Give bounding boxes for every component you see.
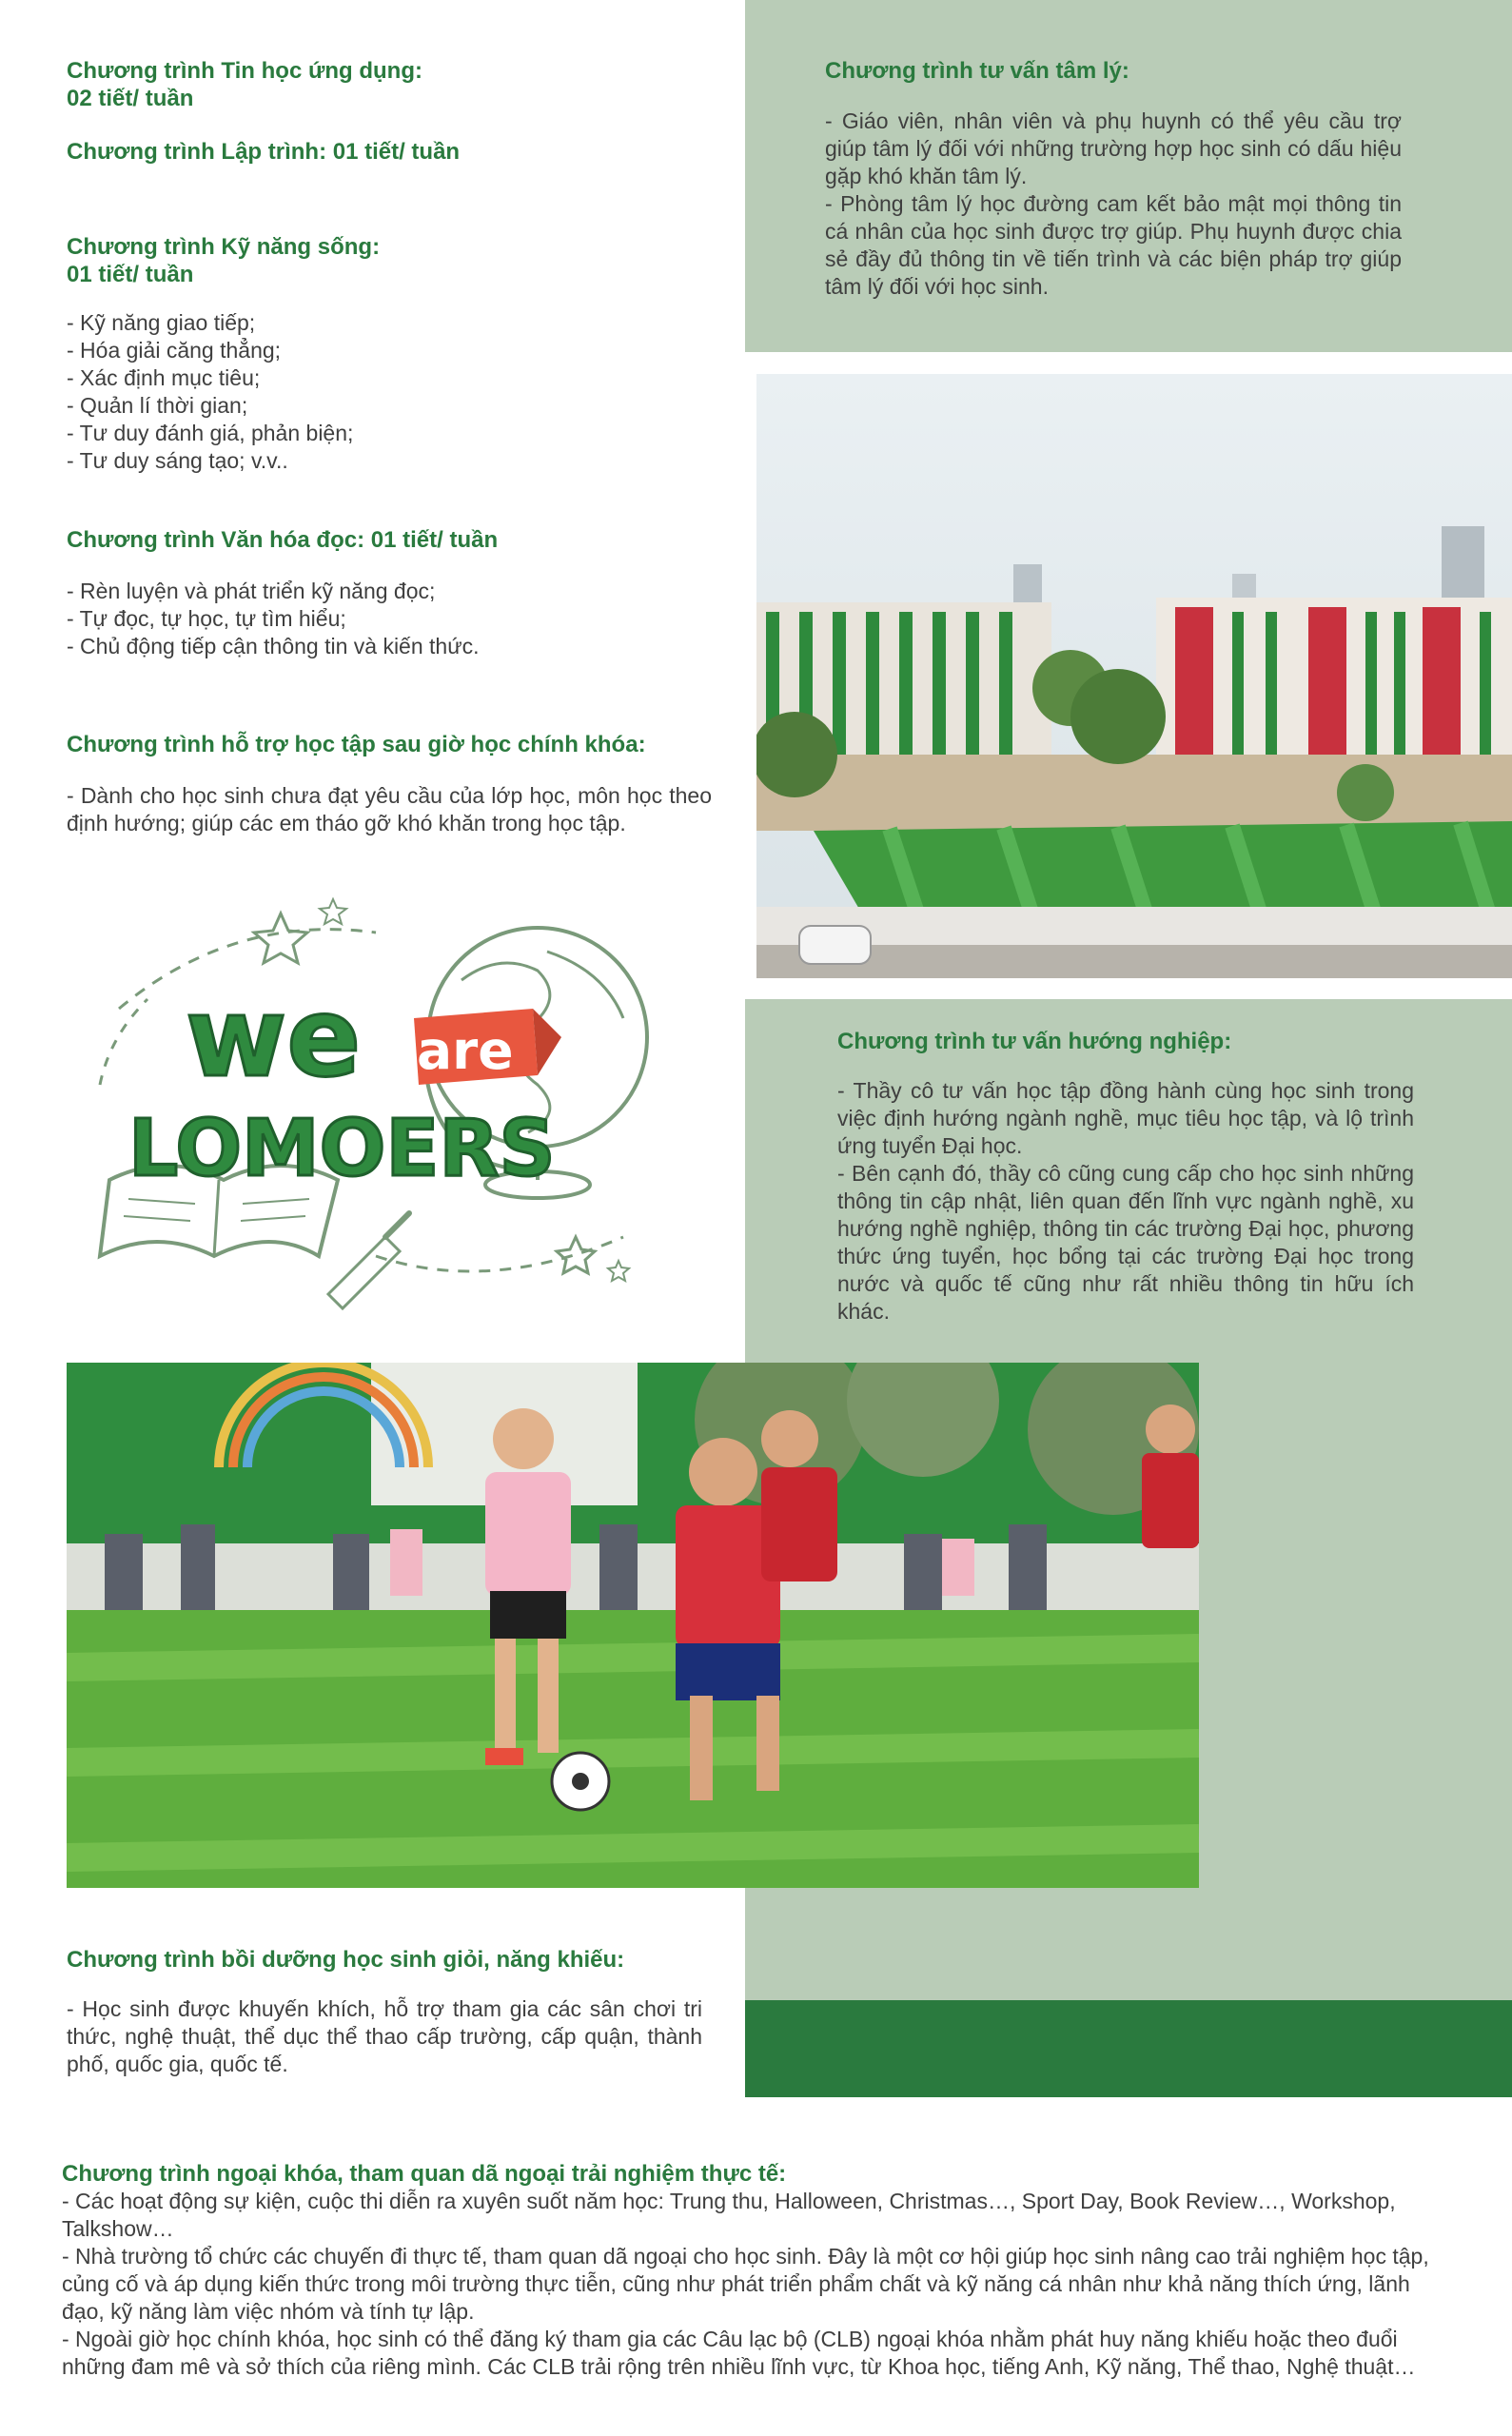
- list-item: - Tự đọc, tự học, tự tìm hiểu;: [67, 606, 346, 631]
- list-item: - Xác định mục tiêu;: [67, 365, 261, 390]
- school-campus-photo: [756, 374, 1512, 978]
- list-item: - Ngoài giờ học chính khóa, học sinh có thể đăng ký tham gia các Câu lạc bộ (CLB) ngoại khóa nhằm phát huy năng khiếu hoặc theo đuổi những đam mê và sở thích của riêng mình. Các CLB trải rộng trên nhiều lĩnh vực, từ Khoa học, tiếng Anh, Kỹ năng, Thể thao, Nghệ thuật…: [62, 2327, 1416, 2379]
- van-hoa-doc-list: [67, 578, 714, 660]
- football-image: [67, 1363, 1199, 1888]
- list-item: - Tư duy đánh giá, phản biện;: [67, 421, 354, 445]
- we-are-lomoers-logo: [90, 894, 661, 1313]
- list-item: - Rèn luyện và phát triển kỹ năng đọc;: [67, 579, 436, 603]
- list-item: - Quản lí thời gian;: [67, 393, 248, 418]
- section-tin-hoc-heading: Chương trình Tin học ứng dụng: 02 tiết/ tuần: [67, 58, 422, 111]
- logo-illustration: [90, 894, 661, 1313]
- list-item: - Bên cạnh đó, thầy cô cũng cung cấp cho học sinh những thông tin cập nhật, liên quan đến lĩnh vực ngành nghề, xu hướng nghề nghiệp, thông tin các trường Đại học, phương thức ứng tuyển, học bổng tại các trường Đại học trong nước và quốc tế cũng như rất nhiều thông tin hữu ích khác.: [837, 1161, 1414, 1324]
- list-item: - Thầy cô tư vấn học tập đồng hành cùng học sinh trong việc định hướng ngành nghề, mục tiêu học tập, và lộ trình ứng tuyển Đại học.: [837, 1078, 1414, 1158]
- students-football-photo: [67, 1363, 1199, 1888]
- list-item: - Giáo viên, nhân viên và phụ huynh có thể yêu cầu trợ giúp tâm lý đối với những trường hợp học sinh có dấu hiệu gặp khó khăn tâm lý.: [825, 108, 1402, 188]
- green-band: [745, 2000, 1512, 2097]
- list-item: - Kỹ năng giao tiếp;: [67, 310, 256, 335]
- logo-word-are: are: [417, 1020, 514, 1081]
- section-van-hoa-doc-heading: Chương trình Văn hóa đọc: 01 tiết/ tuần: [67, 527, 499, 553]
- section-huong-nghiep-heading: Chương trình tư vấn hướng nghiệp:: [837, 1029, 1232, 1054]
- list-item: - Hóa giải căng thẳng;: [67, 338, 282, 363]
- ky-nang-list: [67, 309, 714, 475]
- list-item: - Các hoạt động sự kiện, cuộc thi diễn ra xuyên suốt năm học: Trung thu, Halloween, Christmas…, Sport Day, Book Review…, Workshop, Talkshow…: [62, 2189, 1396, 2241]
- huong-nghiep-body: [837, 1077, 1414, 1326]
- list-item: - Nhà trường tổ chức các chuyến đi thực tế, tham quan dã ngoại cho học sinh. Đây là một cơ hội giúp học sinh nâng cao trải nghiệm học tập, củng cố và áp dụng kiến thức trong môi trường thực tiễn, cũng như phát triển phẩm chất và kỹ năng cá nhân như khả năng thích ứng, lãnh đạo, kỹ năng làm việc nhóm và tính tự lập.: [62, 2244, 1429, 2324]
- section-ky-nang-heading: Chương trình Kỹ năng sống: 01 tiết/ tuần: [67, 234, 381, 287]
- logo-word-lomoers: LOMOERS: [128, 1104, 556, 1194]
- section-ho-tro-heading: Chương trình hỗ trợ học tập sau giờ học chính khóa:: [67, 732, 646, 757]
- section-boi-duong-heading: Chương trình bồi dưỡng học sinh giỏi, năng khiếu:: [67, 1947, 625, 1973]
- list-item: - Phòng tâm lý học đường cam kết bảo mật mọi thông tin cá nhân của học sinh được trợ giúp. Phụ huynh được chia sẻ đầy đủ thông tin về tiến trình và các biện pháp trợ giúp tâm lý đối với học sinh.: [825, 191, 1402, 299]
- logo-word-we: we: [186, 974, 362, 1102]
- section-lap-trinh-heading: Chương trình Lập trình: 01 tiết/ tuần: [67, 139, 461, 165]
- section-ngoai-khoa-heading: Chương trình ngoại khóa, tham quan dã ngoại trải nghiệm thực tế:: [62, 2161, 787, 2187]
- section-tam-ly-heading: Chương trình tư vấn tâm lý:: [825, 58, 1129, 84]
- list-item: - Chủ động tiếp cận thông tin và kiến thức.: [67, 634, 480, 658]
- list-item: - Tư duy sáng tạo; v.v..: [67, 448, 288, 473]
- ngoai-khoa-body: [62, 2188, 1451, 2381]
- tam-ly-body: [825, 108, 1402, 301]
- campus-image: [756, 374, 1512, 978]
- boi-duong-body: - Học sinh được khuyến khích, hỗ trợ tham gia các sân chơi tri thức, nghệ thuật, thể dục thể thao cấp trường, cấp quận, thành phố, quốc gia, quốc tế.: [67, 1996, 702, 2076]
- ho-tro-body: - Dành cho học sinh chưa đạt yêu cầu của lớp học, môn học theo định hướng; giúp các em tháo gỡ khó khăn trong học tập.: [67, 783, 712, 835]
